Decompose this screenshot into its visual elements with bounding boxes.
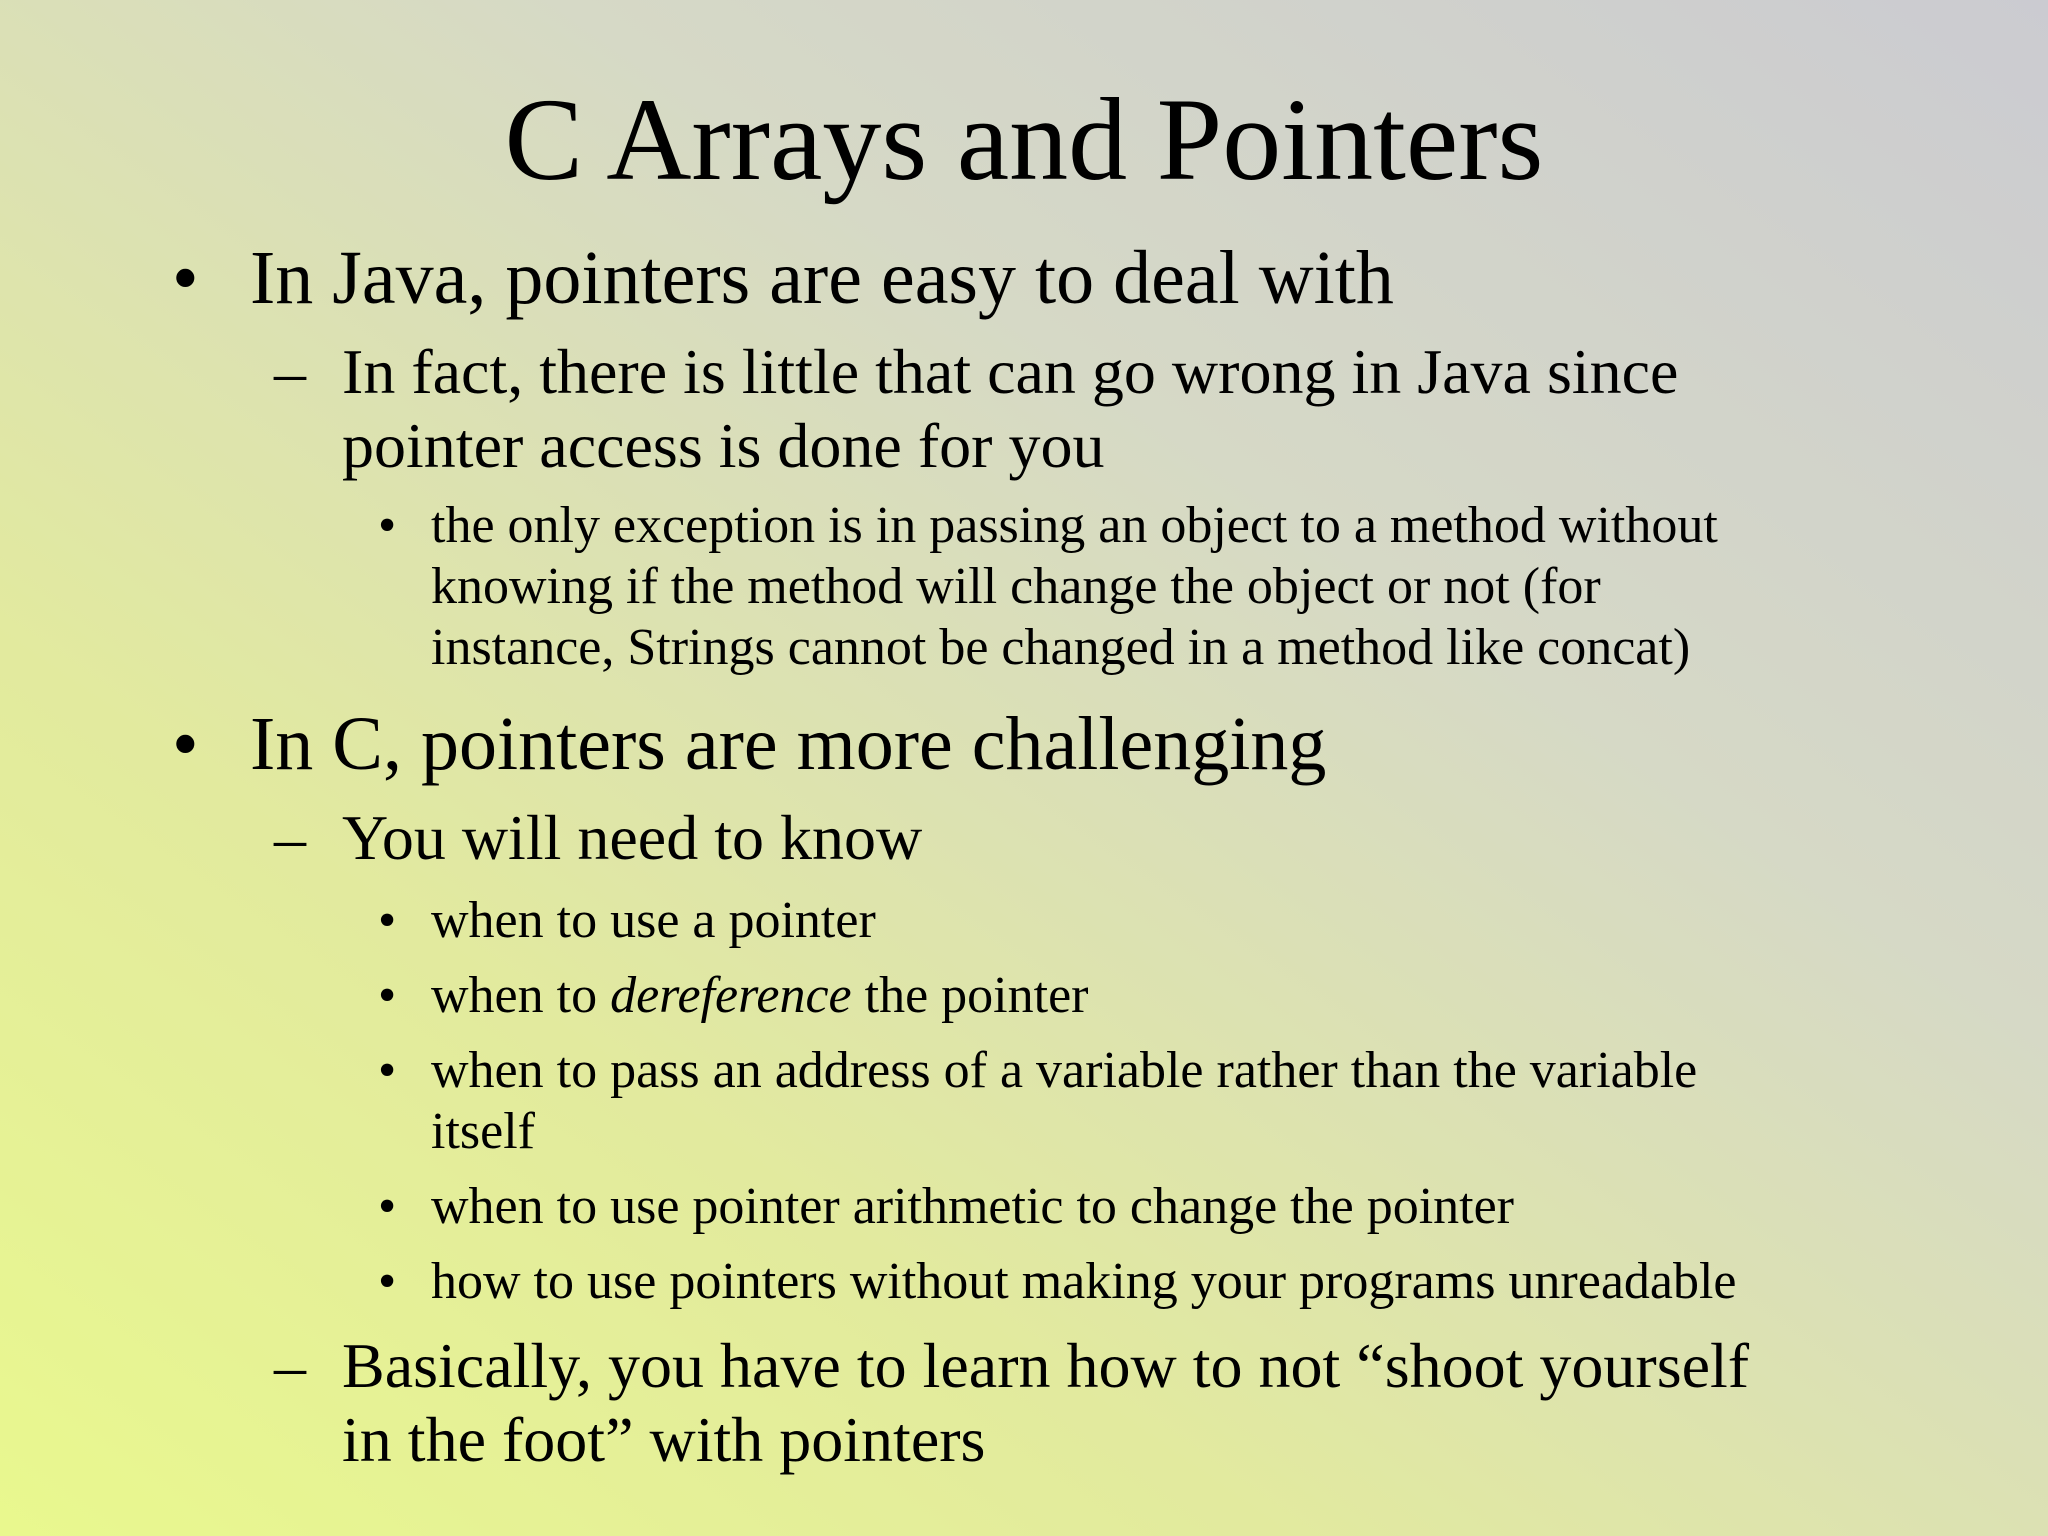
bullet-marker: • (378, 1253, 397, 1310)
slide-title: C Arrays and Pointers (504, 74, 1544, 205)
emphasis-text: dereference (610, 967, 852, 1024)
dash-marker: – (274, 336, 306, 407)
sub-sub-bullet-text-line1: when to pass an address of a variable rather than the variable (431, 1042, 1698, 1099)
sub-sub-bullet-text-line1: the only exception is in passing an object to a method without (431, 497, 1718, 554)
bullet-text: In Java, pointers are easy to deal with (250, 236, 1394, 320)
dash-marker: – (274, 802, 306, 873)
bullet-text: In C, pointers are more challenging (250, 702, 1327, 786)
sub-sub-bullet-text: how to use pointers without making your programs unreadable (431, 1253, 1737, 1310)
bullet-marker: • (378, 497, 397, 554)
sub-sub-bullet-text-line2: itself (431, 1103, 535, 1160)
sub-sub-bullet-text-line3: instance, Strings cannot be changed in a method like concat) (431, 619, 1691, 676)
sub-sub-bullet-text-line2: knowing if the method will change the object or not (for (431, 558, 1601, 615)
sub-sub-bullet-text: when to use pointer arithmetic to change the pointer (431, 1178, 1514, 1235)
text-run: when to (431, 967, 611, 1024)
sub-bullet-text-line1: Basically, you have to learn how to not “shoot yourself (342, 1330, 1750, 1401)
bullet-marker: • (378, 967, 397, 1024)
bullet-marker: • (378, 1178, 397, 1235)
sub-sub-bullet-text: when to use a pointer (431, 892, 876, 949)
bullet-marker: • (172, 702, 199, 786)
text-run: the pointer (851, 967, 1089, 1024)
sub-bullet-text-line1: In fact, there is little that can go wrong in Java since (342, 336, 1679, 407)
sub-bullet-text: You will need to know (342, 802, 923, 873)
bullet-marker: • (172, 236, 199, 320)
sub-bullet-text-line2: pointer access is done for you (342, 410, 1105, 481)
bullet-marker: • (378, 1042, 397, 1099)
sub-sub-bullet-text (431, 965, 1088, 1026)
sub-bullet-text-line2: in the foot” with pointers (342, 1404, 986, 1475)
bullet-marker: • (378, 892, 397, 949)
dash-marker: – (274, 1330, 306, 1401)
